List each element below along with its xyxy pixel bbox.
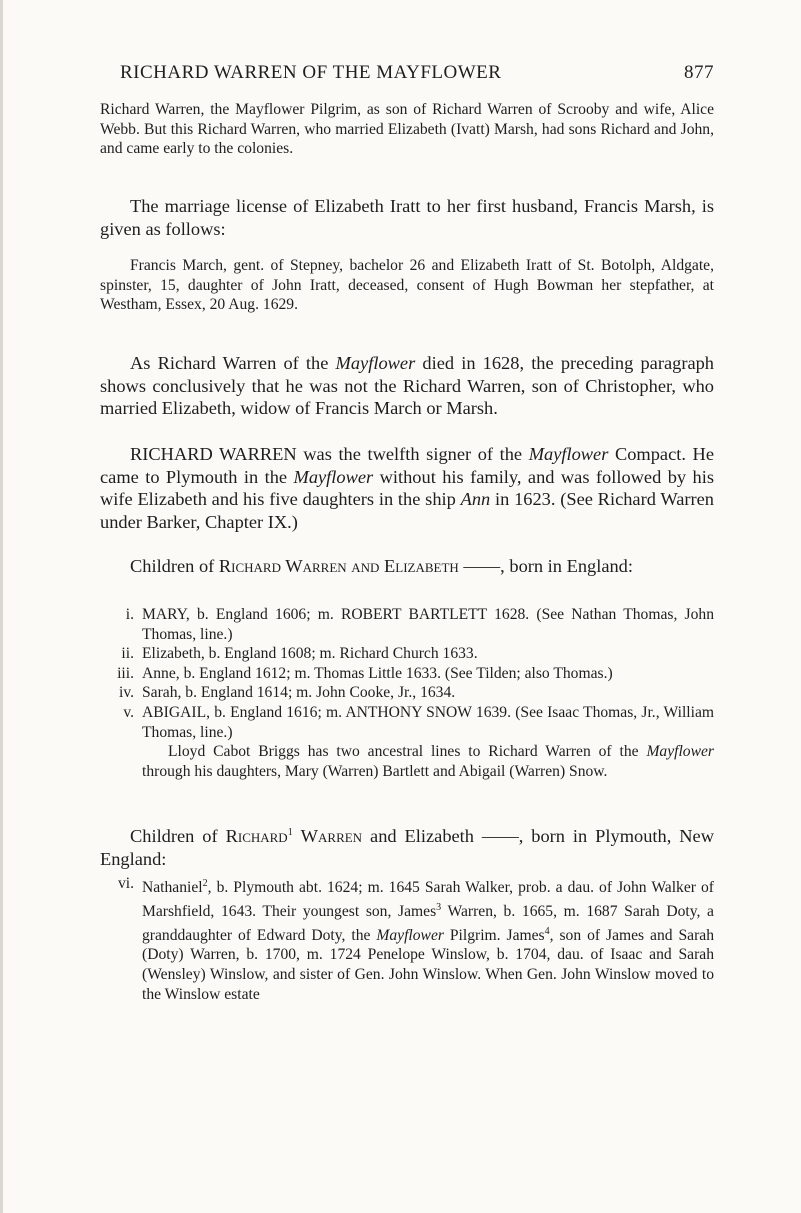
list-item: vi. Nathaniel$^2$, b. Plymouth abt. 1624; m. 1645 Sarah Walker, prob. a dau. of John Walker of Marshfield, 1643. Their youngest son, James$^3$ Warren, b. 1665, m. 1687 Sarah Doty, a granddaughter of Edward Doty, the Mayflower Pilgrim. James$^4$, son of James and Sarah (Doty) Warren, b. 1700, m. 1724 Penelope Winslow, b. 1704, dau. of Isaac and Sarah (Wensley) Winslow, and sister of Gen. John Winslow. When Gen. John Winslow moved to the Winslow estate [117,875,715,1003]
running-header [100,62,714,90]
paragraph-compact-signer: RICHARD WARREN was the twelfth signer of the Mayflower Compact. He came to Plymouth in the Mayflower without his family, and was followed by his wife Elizabeth and his five daughters in the ship Ann in 1623. (See Richard Warren under Barker, Chapter IX.) [100,444,714,532]
children-plymouth-list [100,874,714,1004]
lloyd-briggs-note: Lloyd Cabot Briggs has two ancestral lines to Richard Warren of the Mayflower through his daughters, Mary (Warren) Bartlett and Abigail (Warren) Snow. [142,743,714,780]
list-item: iii. Anne, b. England 1612; m. Thomas Little 1633. (See Tilden; also Thomas.) [117,664,613,682]
page-number: 877 [684,62,714,83]
list-item: i. MARY, b. England 1606; m. ROBERT BARTLETT 1628. (See Nathan Thomas, John Thomas, line.) [125,606,714,643]
marriage-license-quote: Francis March, gent. of Stepney, bachelor 26 and Elizabeth Iratt of St. Botolph, Aldgate, spinster, 15, daughter of John Iratt, deceased, consent of Hugh Bowman her stepfather, at Westham, Essex, 20 Aug. 1629. [100,257,714,314]
paragraph-marriage-license-intro: The marriage license of Elizabeth Iratt to her first husband, Francis Marsh, is given as follows: [100,196,714,239]
running-title: RICHARD WARREN OF THE MAYFLOWER [120,62,502,83]
paragraph-intro: Richard Warren, the Mayflower Pilgrim, as son of Richard Warren of Scrooby and wife, Alice Webb. But this Richard Warren, who married Elizabeth (Ivatt) Marsh, had sons Richard and John, and came early to the colonies. [100,101,714,158]
list-item: iv. Sarah, b. England 1614; m. John Cooke, Jr., 1634. [118,684,456,702]
list-item: ii. Elizabeth, b. England 1608; m. Richard Church 1633. [121,645,478,663]
page-edge [0,0,3,1213]
paragraph-conclusion: As Richard Warren of the Mayflower died in 1628, the preceding paragraph shows conclusively that he was not the Richard Warren, son of Christopher, who married Elizabeth, widow of Francis March or Marsh. [100,353,714,419]
children-england-heading: Children of Richard Warren and Elizabeth ——, born in England: [130,556,633,576]
list-item: v. ABIGAIL, b. England 1616; m. ANTHONY SNOW 1639. (See Isaac Thomas, Jr., William Thomas, line.) [123,703,714,741]
children-england-list [100,605,714,781]
children-plymouth-heading: Children of Richard$^1$ Warren and Elizabeth ——, born in Plymouth, New England: [100,826,714,869]
